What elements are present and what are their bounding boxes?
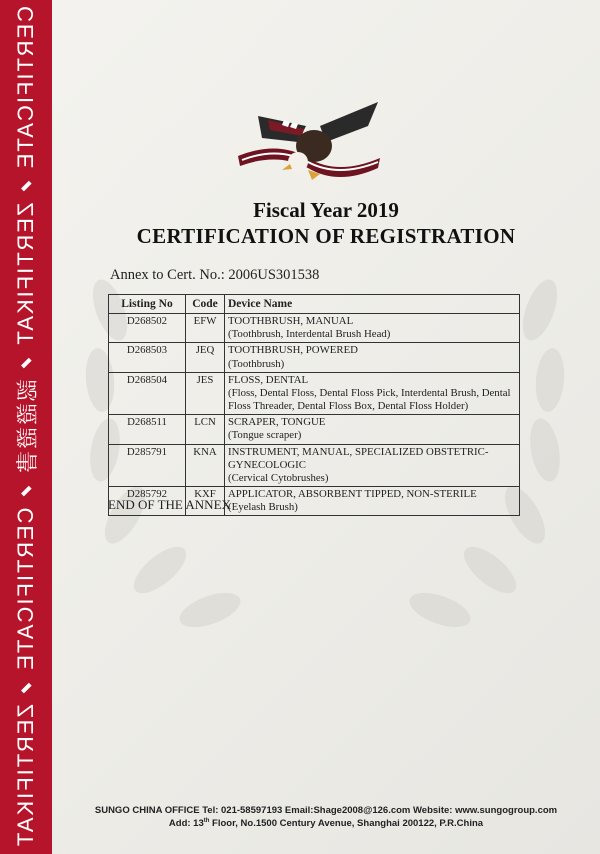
- eagle-flag-emblem-icon: [228, 96, 388, 192]
- device-detail: (Eyelash Brush): [228, 501, 298, 514]
- device-name: APPLICATOR, ABSORBENT TIPPED, NON-STERILE: [228, 488, 477, 501]
- device-cell: [225, 444, 520, 487]
- band-certificate-1: CERTIFICATE: [13, 6, 38, 171]
- device-cell: [225, 314, 520, 343]
- device-name: INSTRUMENT, MANUAL, SPECIALIZED OBSTETRIC-GYNECOLOGIC: [228, 445, 489, 471]
- device-cell: [225, 415, 520, 444]
- footer-contact: SUNGO CHINA OFFICE Tel: 021-58597193 Email:Shage2008@126.com Website: www.sungogroup.com: [94, 805, 558, 816]
- table-row: [109, 444, 520, 487]
- device-code: KNA: [186, 444, 225, 487]
- table-row: [109, 314, 520, 343]
- listing-no: D285792: [109, 487, 186, 516]
- fiscal-year: Fiscal Year 2019: [253, 198, 399, 222]
- device-cell: [225, 372, 520, 415]
- footer-address-post: Floor, No.1500 Century Avenue, Shanghai 200122, P.R.China: [209, 818, 484, 830]
- device-name: FLOSS, DENTAL: [228, 373, 309, 386]
- header-code: Code: [186, 295, 225, 314]
- footer-address-pre: Add: 13: [168, 818, 204, 830]
- device-code: LCN: [186, 415, 225, 444]
- device-name: TOOTHBRUSH, POWERED: [228, 344, 358, 357]
- diamond-icon: [21, 486, 32, 497]
- band-certificate-2: CERTIFICATE: [13, 507, 38, 672]
- diamond-icon: [21, 682, 32, 693]
- table-header-row: [109, 295, 520, 314]
- device-name: SCRAPER, TONGUE: [228, 416, 326, 429]
- listing-no: D285791: [109, 444, 186, 487]
- device-detail: (Floss, Dental Floss, Dental Floss Pick, Interdental Brush, Dental Floss Threader, Dental Floss Box, Dental Floss Holder): [228, 386, 511, 413]
- device-detail: (Toothbrush, Interdental Brush Head): [228, 328, 391, 341]
- device-detail: (Cervical Cytobrushes): [228, 471, 329, 484]
- device-code: KXF: [186, 487, 225, 516]
- device-code: EFW: [186, 314, 225, 343]
- footer-address-sup: th: [203, 818, 210, 824]
- certificate-title: CERTIFICATION OF REGISTRATION: [136, 224, 516, 248]
- end-of-annex: END OF THE ANNEX: [108, 497, 231, 512]
- listing-no: D268511: [109, 415, 186, 444]
- device-listing-table: [108, 294, 520, 516]
- device-name: TOOTHBRUSH, MANUAL: [228, 315, 354, 328]
- table-row: [109, 343, 520, 372]
- device-code: JES: [186, 372, 225, 415]
- listing-no: D268504: [109, 372, 186, 415]
- device-detail: (Tongue scraper): [228, 429, 302, 442]
- band-chinese: 認證證書: [14, 379, 40, 476]
- diamond-icon: [21, 357, 32, 368]
- table-row: [109, 372, 520, 415]
- listing-no: D268502: [109, 314, 186, 343]
- table-row: [109, 415, 520, 444]
- diamond-icon: [21, 181, 32, 192]
- annex-reference: Annex to Cert. No.: 2006US301538: [110, 267, 320, 283]
- listing-no: D268503: [109, 343, 186, 372]
- header-device-name: Device Name: [225, 295, 520, 314]
- device-detail: (Toothbrush): [228, 357, 285, 370]
- device-cell: [225, 343, 520, 372]
- device-code: JEQ: [186, 343, 225, 372]
- device-cell: [225, 487, 520, 516]
- band-zertifikat-2: ZERTIFIKAT: [13, 704, 38, 849]
- footer-address: [52, 818, 600, 829]
- band-zertifikat-1: ZERTIFIKAT: [13, 202, 38, 347]
- side-band: [0, 0, 52, 854]
- header-listing-no: Listing No: [109, 295, 186, 314]
